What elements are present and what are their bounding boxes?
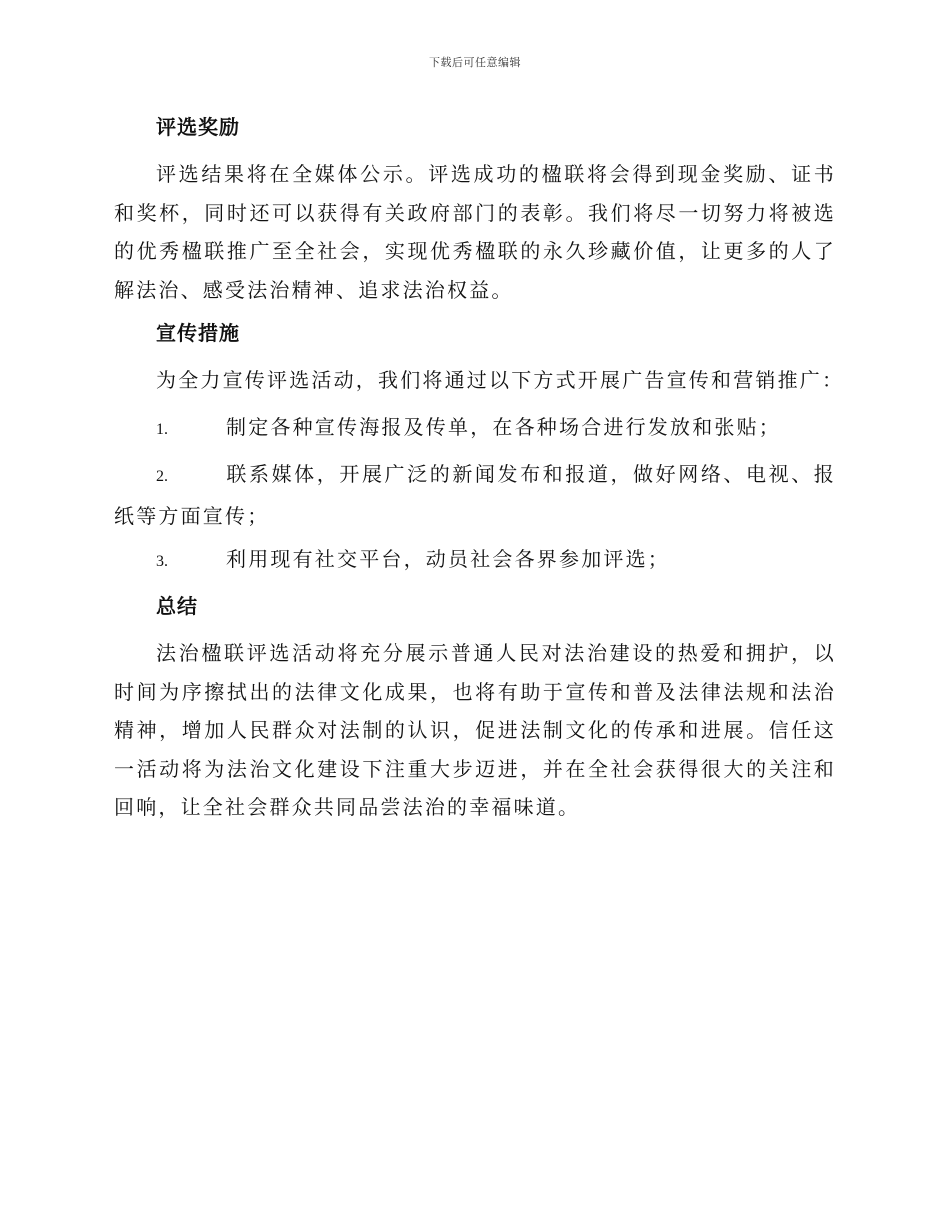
list-item-number: 2. xyxy=(156,468,168,485)
list-item-text: 利用现有社交平台，动员社会各界参加评选； xyxy=(226,547,670,571)
header-note: 下载后可任意编辑 xyxy=(429,56,521,69)
section-heading-award: 评选奖励 xyxy=(156,115,240,139)
section-heading-summary: 总结 xyxy=(156,594,198,618)
list-item xyxy=(114,455,836,535)
list-item-text: 制定各种宣传海报及传单，在各种场合进行发放和张贴； xyxy=(226,415,781,439)
section-intro-publicity: 为全力宣传评选活动，我们将通过以下方式开展广告宣传和营销推广： xyxy=(156,368,845,392)
section-paragraph-summary: 法治楹联评选活动将充分展示普通人民对法治建设的热爱和拥护，以时间为序擦拭出的法律文化成果，也将有助于宣传和普及法律法规和法治精神，增加人民群众对法制的认识，促进法制文化的传承和进展。信任这一活动将为法治文化建设下注重大步迈进，并在全社会获得很大的关注和回响，让全社会群众共同品尝法治的幸福味道。 xyxy=(114,641,836,819)
list-item xyxy=(114,540,836,582)
list-item-number: 3. xyxy=(156,553,168,570)
list-item-number: 1. xyxy=(156,421,168,438)
section-paragraph-award: 评选结果将在全媒体公示。评选成功的楹联将会得到现金奖励、证书和奖杯，同时还可以获得有关政府部门的表彰。我们将尽一切努力将被选的优秀楹联推广至全社会，实现优秀楹联的永久珍藏价值，让更多的人了解法治、感受法治精神、追求法治权益。 xyxy=(114,162,836,302)
list-item xyxy=(114,408,836,450)
list-item-text: 联系媒体，开展广泛的新闻发布和报道，做好网络、电视、报纸等方面宣传； xyxy=(114,462,836,528)
section-heading-publicity: 宣传措施 xyxy=(156,321,240,345)
